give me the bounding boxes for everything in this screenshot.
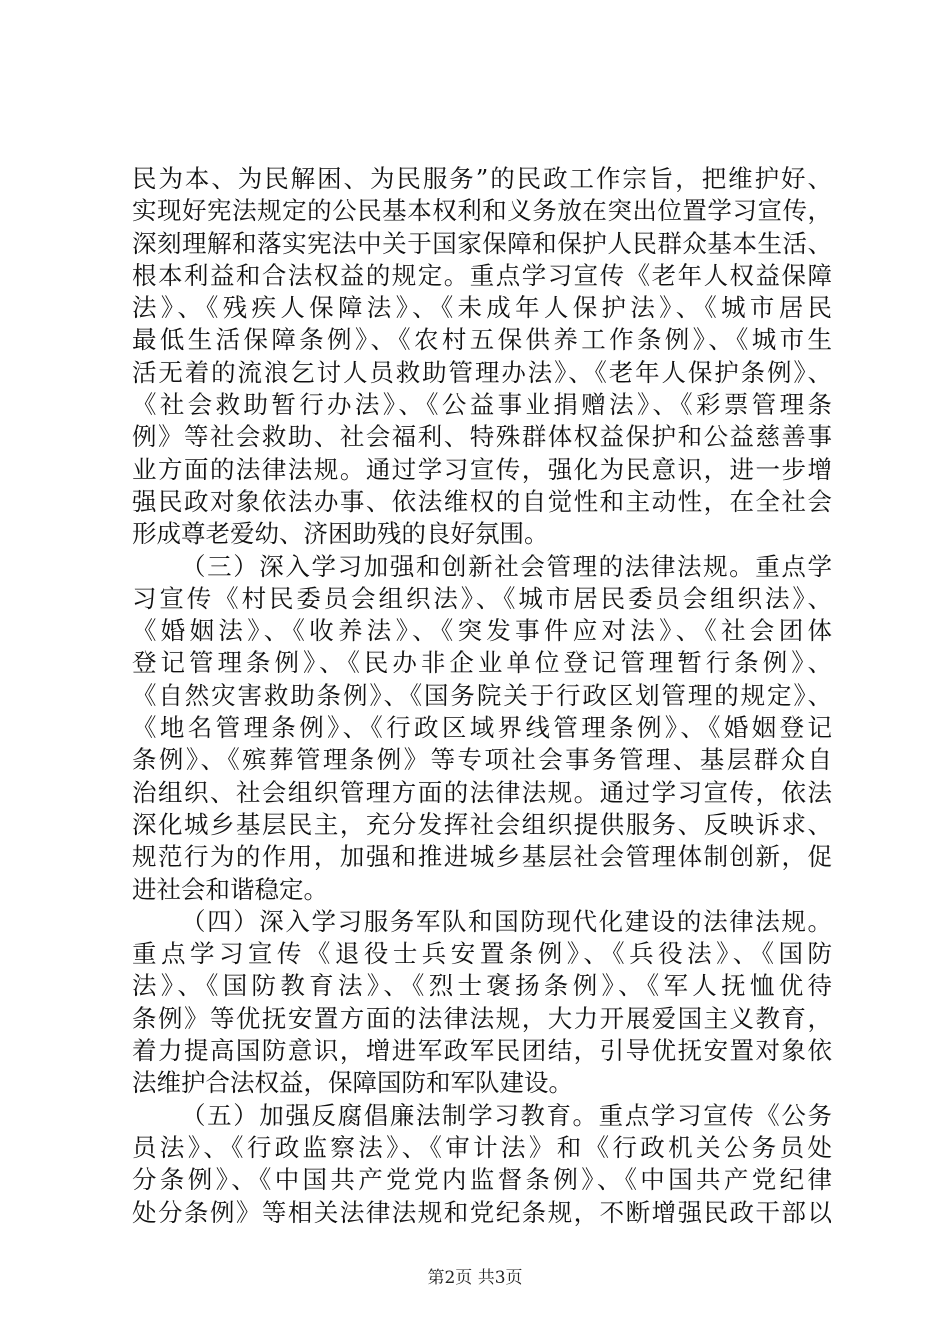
text-line: 法维护合法权益，保障国防和军队建设。 [132,1068,573,1098]
text-line: 《自然灾害救助条例》、《国务院关于行政区划管理的规定》、 [132,680,832,710]
text-line: 重点学习宣传《退役士兵安置条例》、《兵役法》、《国防 [132,939,832,969]
text-line: 规范行为的作用，加强和推进城乡基层社会管理体制创新，促 [132,842,832,872]
text-line: 进社会和谐稳定。 [132,874,328,904]
paragraph-heading-4: （四）深入学习服务军队和国防现代化建设的法律法规。 [181,906,832,936]
text-line: 根本利益和合法权益的规定。重点学习宣传《老年人权益保障 [132,260,832,290]
text-line: 法》、《残疾人保障法》、《未成年人保护法》、《城市居民 [132,293,832,323]
text-line: 《社会救助暂行办法》、《公益事业捐赠法》、《彩票管理条 [132,390,832,420]
text-line: 处分条例》等相关法律法规和党纪条规，不断增强民政干部以 [132,1197,832,1227]
text-line: 分条例》、《中国共产党党内监督条例》、《中国共产党纪律 [132,1165,832,1195]
text-line: 民为本、为民解困、为民服务”的民政工作宗旨，把维护好、 [132,164,832,193]
text-line: 治组织、社会组织管理方面的法律法规。通过学习宣传，依法 [132,777,832,807]
text-line: 最低生活保障条例》、《农村五保供养工作条例》、《城市生 [132,325,832,355]
text-line: 习宣传《村民委员会组织法》、《城市居民委员会组织法》、 [132,583,832,613]
text-line: 《地名管理条例》、《行政区域界线管理条例》、《婚姻登记 [132,713,832,743]
text-line: 实现好宪法规定的公民基本权利和义务放在突出位置学习宣传， [132,196,832,226]
paragraph-heading-5: （五）加强反腐倡廉法制学习教育。重点学习宣传《公务 [181,1100,832,1130]
text-line: 员法》、《行政监察法》、《审计法》和《行政机关公务员处 [132,1132,832,1162]
text-line: 条例》、《殡葬管理条例》等专项社会事务管理、基层群众自 [132,745,832,775]
text-line: 例》等社会救助、社会福利、特殊群体权益保护和公益慈善事 [132,422,832,452]
text-line: 深刻理解和落实宪法中关于国家保障和保护人民群众基本生活、 [132,228,832,258]
text-line: 强民政对象依法办事、依法维权的自觉性和主动性，在全社会 [132,486,832,516]
text-line: 活无着的流浪乞讨人员救助管理办法》、《老年人保护条例》、 [132,357,832,387]
text-line: 业方面的法律法规。通过学习宣传，强化为民意识，进一步增 [132,454,832,484]
text-line: 《婚姻法》、《收养法》、《突发事件应对法》、《社会团体 [132,616,832,646]
text-line: 深化城乡基层民主，充分发挥社会组织提供服务、反映诉求、 [132,809,832,839]
text-line: 登记管理条例》、《民办非企业单位登记管理暂行条例》、 [132,648,832,678]
text-line: 条例》等优抚安置方面的法律法规，大力开展爱国主义教育， [132,1003,832,1033]
page-number-footer: 第2页 共3页 [427,1268,523,1288]
text-line: 法》、《国防教育法》、《烈士褒扬条例》、《军人抚恤优待 [132,971,832,1001]
text-line: 着力提高国防意识，增进军政军民团结，引导优抚安置对象依 [132,1036,832,1066]
document-body [132,163,832,1229]
paragraph-heading-3: （三）深入学习加强和创新社会管理的法律法规。重点学 [181,551,832,581]
text-line: 形成尊老爱幼、济困助残的良好氛围。 [132,519,549,549]
